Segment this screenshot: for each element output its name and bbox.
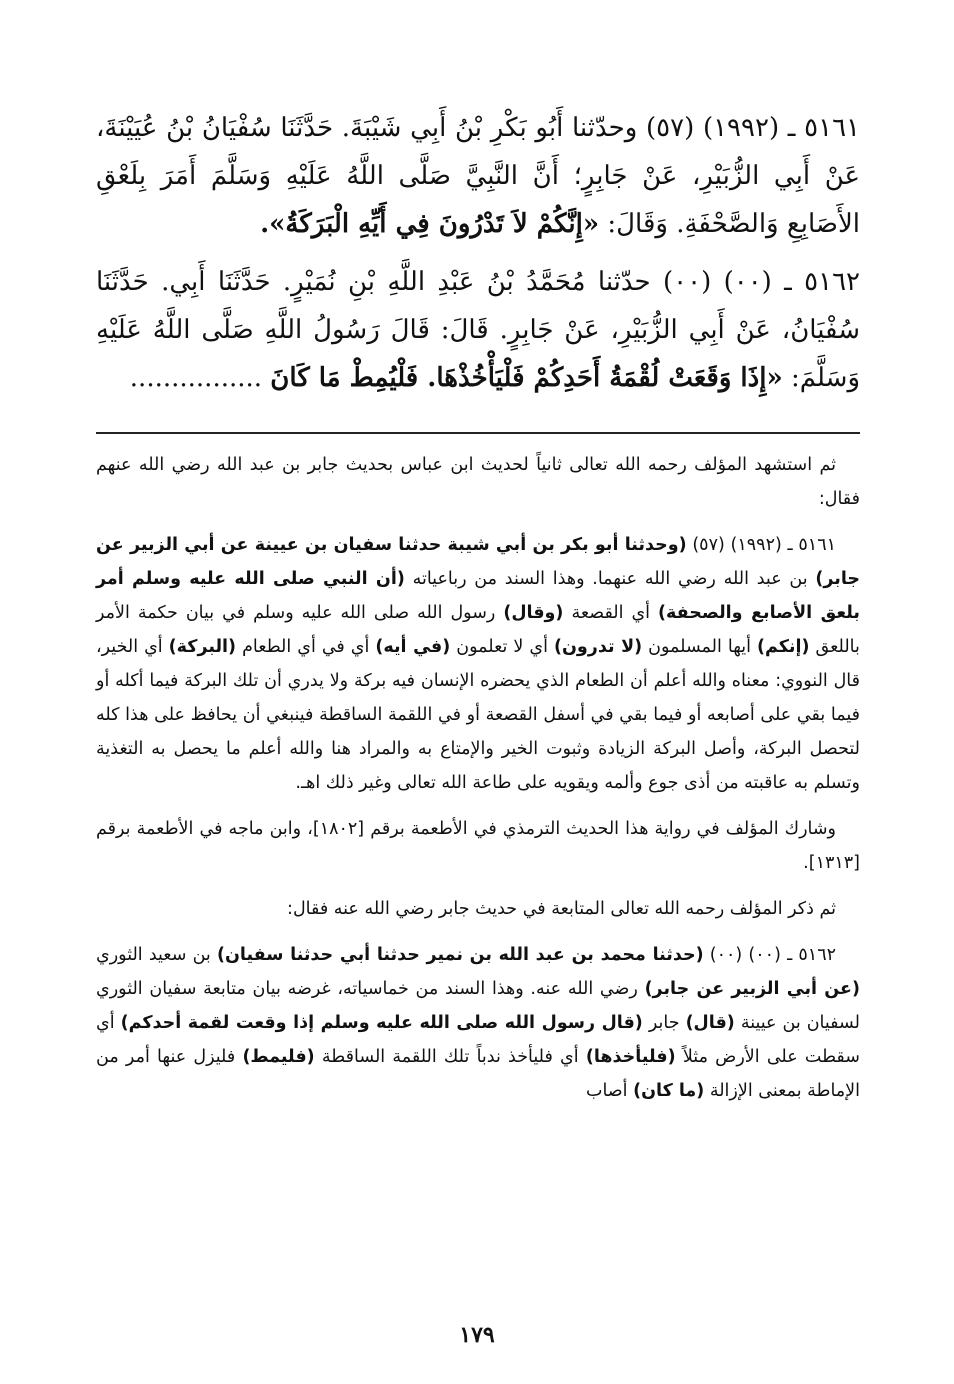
bold-text: (فليأخذها) <box>585 1047 676 1067</box>
bold-text: (فليمط) <box>242 1047 315 1067</box>
bold-text: (قال) <box>685 1013 735 1033</box>
commentary-paragraph-references: وشارك المؤلف في رواية هذا الحديث الترمذي في الأطعمة برقم [١٨٠٢]، وابن ماجه في الأطعمة برقم [١٣١٣]. <box>96 819 860 873</box>
plain-text: رسول الله صلى الله عليه وسلم في بيان حكمة الأمر باللعق <box>96 603 860 657</box>
hadith-number: ٥١٦٢ ـ (٠٠) (٠٠) <box>662 267 860 297</box>
bold-text: (في أيه) <box>375 637 451 657</box>
bold-text: (أن النبي صلى الله عليه وسلم أمر بلعق الأصابع والصحفة) <box>96 569 860 623</box>
book-page <box>96 104 860 1108</box>
commentary-number: ٥١٦٢ ـ (٠٠) (٠٠) <box>709 945 836 965</box>
plain-text: أي في أي الطعام <box>242 637 370 657</box>
bold-text: (وقال) <box>503 603 564 623</box>
plain-text: أي سقطت على الأرض مثلاً <box>96 1013 860 1067</box>
bold-text: (ما كان) <box>633 1081 705 1101</box>
plain-text: رضي الله عنه. وهذا السند من خماسياته، غرضه بيان متابعة سفيان الثوري لسفيان بن عيينة <box>96 979 860 1033</box>
bold-text: (البركة) <box>168 637 237 657</box>
hadith-quote: «إِنَّكُمْ لاَ تَدْرُونَ فِي أَيِّهِ الْبَرَكَةُ». <box>260 209 600 239</box>
hadith-chain: حدّثنا مُحَمَّدُ بْنُ عَبْدِ اللَّهِ بْنِ نُمَيْرٍ. حَدَّثَنَا أَبِي. حَدَّثَنَا سُفْيَانُ، عَنْ أَبِي الزُّبَيْرِ، عَنْ جَابِرٍ. قَالَ: قَالَ رَسُولُ اللَّهِ صَلَّى اللَّهُ عَلَيْهِ وَسَلَّمَ: <box>96 267 860 393</box>
bold-text: (وحدثنا أبو بكر بن أبي شيبة حدثنا سفيان بن عيينة عن أبي الزبير عن جابر) <box>96 535 860 589</box>
plain-text: أيها المسلمون <box>648 637 752 657</box>
plain-text: فليزل عنها أمر من الإماطة بمعنى الإزالة <box>96 1047 860 1101</box>
commentary-intro-1: ثم استشهد المؤلف رحمه الله تعالى ثانياً لحديث ابن عباس بحديث جابر بن عبد الله رضي الله عنهم فقال: <box>96 455 860 509</box>
bold-text: (قال رسول الله صلى الله عليه وسلم إذا وقعت لقمة أحدكم) <box>120 1013 643 1033</box>
commentary-paragraph-5161 <box>96 528 860 800</box>
hadith-number: ٥١٦١ ـ (١٩٩٢) (٥٧) <box>646 113 860 143</box>
page-number: ١٧٩ <box>459 1322 495 1348</box>
plain-text: أي الخير، قال النووي: معناه والله أعلم أن الطعام الذي يحضره الإنسان فيه بركة ولا يدري أن تلك البركة فيما أكله أو فيما بقي على أصابعه أو فيما بقي في أسفل القصعة أو في اللقمة الساقطة فينبغي أن يحافظ على هذا كله لتحصل البركة، وأصل البركة الزيادة وثبوت الخير والإمتاع به والمراد هنا والله أعلم ما يحصل به التغذية وتسلم به عاقبته من أذى جوع وألمه ويقويه على طاعة الله تعالى وغير ذلك اهـ. <box>96 637 860 793</box>
plain-text: أي القصعة <box>571 603 651 623</box>
plain-text: بن عبد الله رضي الله عنهما. وهذا السند من رباعياته <box>412 569 808 589</box>
plain-text: جابر <box>648 1013 680 1033</box>
bold-text: (حدثنا محمد بن عبد الله بن نمير حدثنا أبي حدثنا سفيان) <box>216 945 704 965</box>
bold-text: (عن أبي الزبير عن جابر) <box>644 979 860 999</box>
commentary-number: ٥١٦١ ـ (١٩٩٢) (٥٧) <box>692 535 836 555</box>
plain-text: أصاب <box>585 1081 628 1101</box>
hadith-chain: وحدّثنا أَبُو بَكْرِ بْنُ أَبِي شَيْبَةَ. حَدَّثَنَا سُفْيَانُ بْنُ عُيَيْنَةَ، عَنْ أَبِي الزُّبَيْرِ، عَنْ جَابِرٍ؛ أَنَّ النَّبِيَّ صَلَّى اللَّهُ عَلَيْهِ وَسَلَّمَ أَمَرَ بِلَعْقِ الأَصَابِعِ وَالصَّحْفَةِ. وَقَالَ: <box>96 113 860 239</box>
commentary-paragraph-5162 <box>96 938 860 1108</box>
continuation-dots: ................ <box>129 363 263 393</box>
plain-text: أي لا تعلمون <box>456 637 548 657</box>
footnote-divider <box>96 432 860 434</box>
bold-text: (إنكم) <box>757 637 810 657</box>
plain-text: بن سعيد الثوري <box>96 945 211 965</box>
hadith-5161 <box>96 104 860 248</box>
hadith-5162 <box>96 258 860 402</box>
bold-text: (لا تدرون) <box>553 637 643 657</box>
commentary-intro-2: ثم ذكر المؤلف رحمه الله تعالى المتابعة في حديث جابر رضي الله عنه فقال: <box>287 899 836 919</box>
hadith-quote: «إِذَا وَقَعَتْ لُقْمَةُ أَحَدِكُمْ فَلْيَأْخُذْهَا. فَلْيُمِطْ مَا كَانَ <box>270 363 783 393</box>
plain-text: أي فليأخذ ندباً تلك اللقمة الساقطة <box>321 1047 579 1067</box>
